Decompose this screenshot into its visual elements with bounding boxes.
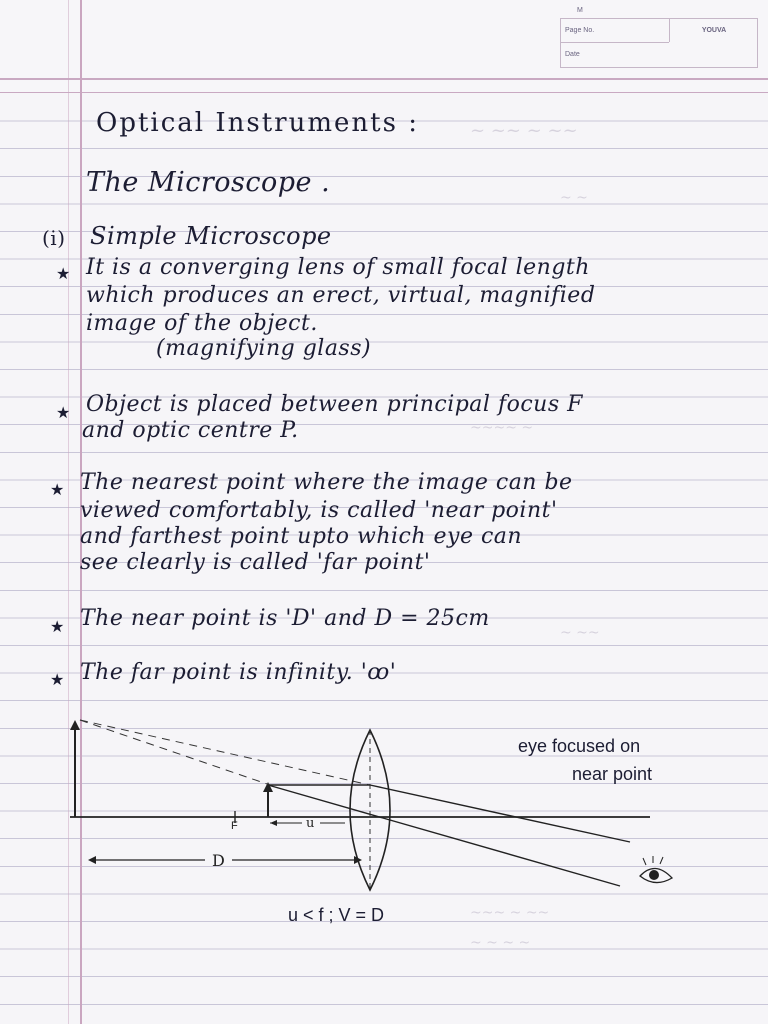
point-3-line-1: The nearest point where the image can be [80,470,573,495]
eye-note-line-1: eye focused on [518,736,641,756]
point-1-line-4: (magnifying glass) [156,336,372,361]
brand-logo: YOUVA [669,19,758,42]
virtual-image-arrowhead [70,720,80,730]
point-2-line-1: Object is placed between principal focus F [86,392,583,417]
header-rule [0,78,768,80]
section-title: The Microscope . [86,167,331,198]
section-heading: Simple Microscope [90,222,332,250]
header-rule-lower [0,92,768,93]
bullet-star: ★ [50,670,65,689]
page-no-label: Page No. [565,27,595,34]
bleed-through: ~ ~ ~ ~ [470,935,531,951]
point-4-line-1: The near point is 'D' and D = 25cm [80,606,490,631]
corner-mark: M [577,7,583,14]
date-label: Date [565,51,580,58]
point-3-line-3: and farthest point upto which eye can [80,524,523,549]
page-number-box [560,7,758,68]
bleed-through: ~ ~~ [560,625,600,641]
ray-refracted-1 [370,785,630,842]
condition-text: u < f ; V = D [288,905,385,925]
page-title: Optical Instruments : [96,108,419,138]
d-label: D [212,851,225,870]
section-number: (i) [42,226,66,250]
point-3-line-4: see clearly is called 'far point' [80,550,431,575]
date-row [561,43,669,66]
point-1-line-1: It is a converging lens of small focal length [86,255,590,280]
bullet-star: ★ [50,617,65,636]
u-arrowhead [270,820,277,826]
ray-through-centre [268,785,620,886]
u-label: u [306,816,315,831]
point-3-line-2: viewed comfortably, is called 'near point' [80,498,558,523]
bullet-star: ★ [56,264,71,283]
bleed-through: ~ ~~ ~ ~~ [470,120,578,141]
point-1-line-3: image of the object. [86,311,318,336]
page-no-row [561,19,669,43]
virtual-ray-2 [80,720,270,785]
d-arrowhead-left [88,856,96,864]
eye-icon [640,856,672,883]
bleed-through: ~~~ ~ ~~ [470,905,550,921]
simple-microscope-ray-diagram [0,700,768,930]
point-2-line-2: and optic centre P. [82,418,299,443]
eye-note-line-2: near point [572,764,653,784]
virtual-ray-1 [80,720,370,785]
bullet-star: ★ [50,480,65,499]
bleed-through: ~~~~ ~ [470,420,534,436]
object-arrowhead [263,782,273,792]
point-5-line-1: The far point is infinity. 'ꝏ' [80,660,397,685]
bleed-through: ~ ~ [560,190,588,206]
point-1-line-2: which produces an erect, virtual, magnified [86,283,596,308]
focus-label: F [231,820,238,832]
bullet-star: ★ [56,403,71,422]
